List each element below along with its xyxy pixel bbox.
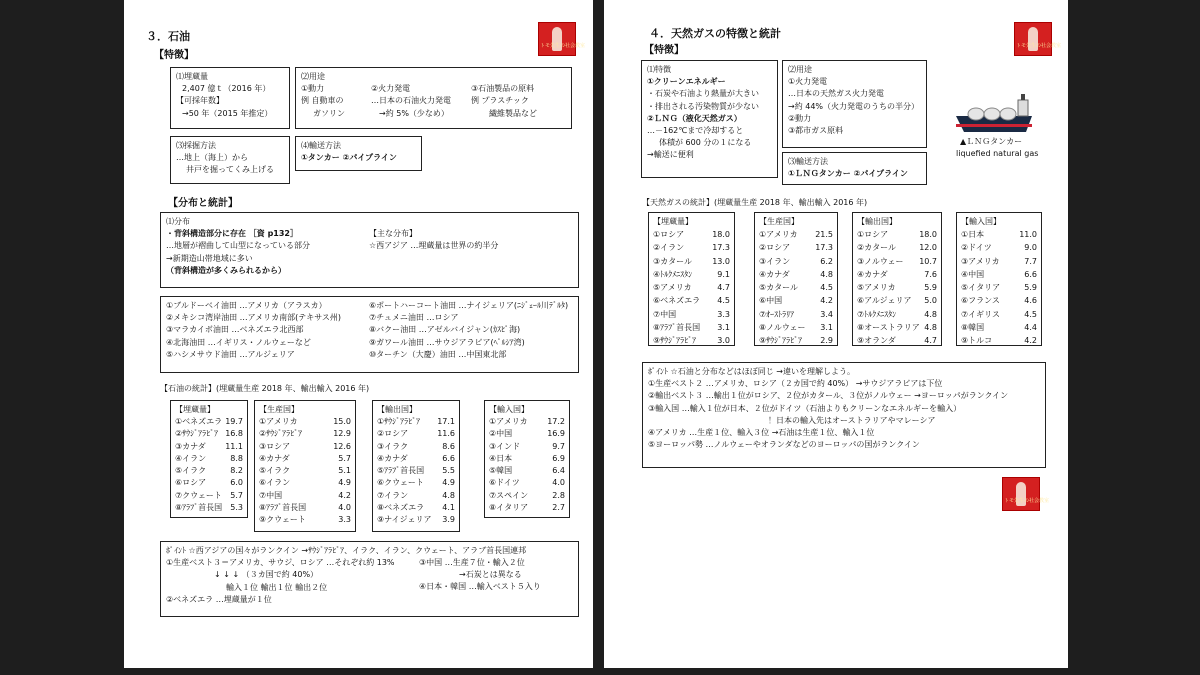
country-name: ⑧ｱﾗﾌﾞ首長国	[653, 323, 701, 333]
country-name: ⑦イラン	[377, 490, 409, 500]
share-value: 4.9	[442, 478, 455, 488]
share-value: 3.1	[820, 323, 833, 333]
table-row	[961, 241, 1037, 254]
table-row	[961, 281, 1037, 294]
table-row	[489, 502, 565, 514]
table-row	[857, 228, 937, 241]
country-name: ⑨オランダ	[857, 336, 896, 346]
share-value: 6.2	[820, 256, 833, 266]
table-row	[857, 241, 937, 254]
share-value: 8.6	[442, 441, 455, 451]
table-row	[175, 477, 243, 489]
country-name: ④カナダ	[759, 269, 790, 279]
table-row	[857, 334, 937, 347]
share-value: 2.7	[552, 503, 565, 513]
country-name: ⑥イラン	[259, 478, 291, 488]
uses-box: ⑵用途 ①動力 例 自動車の ガソリン ②火力発電 …日本の石油火力発電 →約 5%（少なめ） ③石油製品の原料 例 プラスチック 繊維製品など	[295, 67, 572, 129]
country-name: ⑦イギリス	[961, 309, 1001, 319]
transport-box: ⑷輸送方法 ①タンカー ②パイプライン	[295, 136, 422, 171]
country-name: ⑧オーストラリア	[857, 323, 920, 333]
share-value: 4.4	[1024, 323, 1037, 333]
country-name: ①アメリカ	[759, 230, 798, 239]
country-name: ④ﾄﾙｸﾒﾆｽﾀﾝ	[653, 269, 693, 279]
logo: トモ先生の社会教室	[538, 22, 576, 56]
country-name: ①ｻｳｼﾞｱﾗﾋﾞｱ	[377, 417, 421, 426]
table-title: 【生産国】	[759, 217, 799, 226]
table-row	[259, 514, 351, 526]
table-row	[961, 321, 1037, 334]
share-value: 6.6	[1024, 269, 1037, 279]
share-value: 3.0	[717, 336, 730, 346]
share-value: 3.9	[442, 515, 455, 525]
table-row	[961, 268, 1037, 281]
table-title: 【生産国】	[259, 405, 299, 414]
share-value: 4.8	[442, 490, 455, 500]
country-name: ②ロシア	[377, 429, 409, 439]
share-value: 7.6	[924, 269, 937, 279]
table-row	[259, 441, 351, 453]
share-value: 6.4	[552, 466, 565, 476]
table-row	[857, 281, 937, 294]
country-name: ⑥中国	[759, 296, 783, 306]
table-row	[961, 255, 1037, 268]
country-name: ⑦ｵｰｽﾄﾗﾘｱ	[759, 309, 795, 319]
country-name: ④中国	[961, 269, 985, 279]
extraction-box: ⑶採掘方法 …地上（海上）から 井戸を掘ってくみ上げる	[170, 136, 290, 184]
share-value: 6.0	[230, 478, 243, 488]
section-title: ３．石油	[146, 30, 190, 43]
table-row	[857, 308, 937, 321]
country-name: ①アメリカ	[259, 417, 298, 426]
country-name: ④カナダ	[377, 453, 408, 463]
table-row	[489, 490, 565, 502]
table-row	[489, 416, 565, 428]
share-value: 16.9	[547, 429, 565, 439]
dist-heading: 【分布と統計】	[168, 198, 238, 209]
country-name: ②中国	[489, 429, 513, 439]
country-name: ③カタール	[653, 256, 693, 266]
country-name: ②ｻｳｼﾞｱﾗﾋﾞｱ	[259, 429, 303, 439]
table-row	[857, 294, 937, 307]
share-value: 4.9	[338, 478, 351, 488]
country-name: ④日本	[489, 453, 513, 463]
table-row	[259, 465, 351, 477]
table-title: 【埋蔵量】	[175, 405, 215, 414]
country-name: ⑤イタリア	[961, 283, 1001, 293]
country-name: ⑨ｻｳｼﾞｱﾗﾋﾞｱ	[759, 336, 803, 346]
share-value: 5.5	[442, 466, 455, 476]
table-row	[759, 228, 833, 241]
table-row	[489, 465, 565, 477]
logo-bottom: トモ先生の社会教室	[1002, 477, 1040, 511]
country-name: ③インド	[489, 441, 521, 451]
country-name: ⑤アメリカ	[857, 283, 896, 293]
table-row	[377, 441, 455, 453]
gas-features-box: ⑴特徴 ①クリーンエネルギー ・石炭や石油より熱量が大きい ・排出される汚染物質が少ない ②ＬＮＧ（液化天然ガス） …－162℃まで冷却すると 体積が 600 分の１になる →輸送に便利	[641, 60, 778, 178]
share-value: 17.3	[712, 243, 730, 253]
table-row	[259, 502, 351, 514]
share-value: 4.7	[924, 336, 937, 346]
share-value: 12.6	[333, 441, 351, 451]
share-value: 3.3	[338, 515, 351, 525]
share-value: 21.5	[815, 230, 833, 239]
lng-tanker-illustration	[954, 90, 1038, 140]
reserves-box: ⑴埋蔵量 2,407 億ｔ（2016 年） 【可採年数】 →50 年（2015 年推定）	[170, 67, 290, 129]
share-value: 6.9	[552, 453, 565, 463]
country-name: ④カナダ	[857, 269, 888, 279]
table-row	[489, 428, 565, 440]
table-row	[759, 268, 833, 281]
share-value: 4.1	[442, 503, 455, 513]
table-row	[759, 308, 833, 321]
oil-import-table	[484, 400, 570, 518]
share-value: 4.6	[1024, 296, 1037, 306]
share-value: 3.1	[717, 323, 730, 333]
table-row	[653, 294, 730, 307]
country-name: ⑤ｱﾗﾌﾞ首長国	[377, 466, 425, 476]
share-value: 2.9	[820, 336, 833, 346]
country-name: ⑥ドイツ	[489, 478, 520, 488]
country-name: ⑥ロシア	[175, 478, 207, 488]
country-name: ②ドイツ	[961, 243, 992, 253]
share-value: 11.1	[225, 441, 243, 451]
country-name: ⑧韓国	[961, 323, 985, 333]
tanker-caption: ▲ＬＮＧタンカー	[960, 137, 1023, 146]
table-row	[489, 441, 565, 453]
table-row	[377, 428, 455, 440]
country-name: ⑧イタリア	[489, 503, 529, 513]
share-value: 10.7	[919, 256, 937, 266]
share-value: 5.9	[1024, 283, 1037, 293]
share-value: 17.1	[437, 417, 455, 426]
country-name: ①ロシア	[857, 230, 889, 239]
country-name: ⑥アルジェリア	[857, 296, 912, 306]
country-name: ⑦ﾄﾙｸﾒﾆｽﾀﾝ	[857, 309, 897, 319]
table-title: 【輸出国】	[857, 217, 897, 226]
table-row	[259, 490, 351, 502]
share-value: 12.0	[919, 243, 937, 253]
country-name: ②ロシア	[759, 243, 791, 253]
country-name: ⑤カタール	[759, 283, 799, 293]
table-row	[653, 321, 730, 334]
country-name: ⑤アメリカ	[653, 283, 692, 293]
table-row	[857, 321, 937, 334]
distribution-box: ⑴分布 ・背斜構造部分に存在 ［資 p132］ …地層が褶曲して山型になっている部分 →新期造山帯地域に多い （背斜構造が多くみられるから） 【主な分布】 ☆西アジア …埋蔵量は世界の約半分	[160, 212, 579, 288]
country-name: ②ｻｳｼﾞｱﾗﾋﾞｱ	[175, 429, 219, 439]
share-value: 5.0	[924, 296, 937, 306]
country-name: ⑧ノルウェー	[759, 323, 806, 333]
country-name: ①日本	[961, 230, 985, 239]
share-value: 4.2	[820, 296, 833, 306]
features-heading: 【特徴】	[154, 50, 194, 61]
table-row	[759, 241, 833, 254]
share-value: 15.0	[333, 417, 351, 426]
share-value: 11.6	[437, 429, 455, 439]
country-name: ⑦クウェート	[175, 490, 222, 500]
table-row	[489, 477, 565, 489]
share-value: 9.0	[1024, 243, 1037, 253]
logo: トモ先生の社会教室	[1014, 22, 1052, 56]
country-name: ⑨トルコ	[961, 336, 993, 346]
section-title-gas: ４．天然ガスの特徴と統計	[649, 27, 781, 40]
table-row	[653, 334, 730, 347]
share-value: 5.3	[230, 503, 243, 513]
table-row	[377, 502, 455, 514]
table-title: 【埋蔵量】	[653, 217, 693, 226]
table-row	[759, 294, 833, 307]
country-name: ⑥クウェート	[377, 478, 424, 488]
country-name: ④カナダ	[259, 453, 290, 463]
share-value: 13.0	[712, 256, 730, 266]
table-row	[175, 465, 243, 477]
table-title: 【輸入国】	[961, 217, 1001, 226]
table-row	[759, 281, 833, 294]
share-value: 4.5	[717, 296, 730, 306]
table-row	[175, 490, 243, 502]
table-row	[961, 334, 1037, 347]
country-name: ⑥フランス	[961, 296, 1000, 306]
table-row	[175, 453, 243, 465]
country-name: ⑨ナイジェリア	[377, 515, 432, 525]
gas-export-table	[852, 212, 942, 346]
table-row	[653, 281, 730, 294]
table-row	[259, 428, 351, 440]
share-value: 6.6	[442, 453, 455, 463]
country-name: ⑧ｱﾗﾌﾞ首長国	[175, 503, 223, 513]
share-value: 18.0	[919, 230, 937, 239]
page-left	[124, 0, 593, 668]
share-value: 3.3	[717, 309, 730, 319]
table-row	[653, 228, 730, 241]
share-value: 16.8	[225, 429, 243, 439]
table-row	[961, 228, 1037, 241]
country-name: ⑥ベネズエラ	[653, 296, 701, 306]
country-name: ⑦中国	[259, 490, 283, 500]
share-value: 2.8	[552, 490, 565, 500]
table-row	[653, 255, 730, 268]
share-value: 8.8	[230, 453, 243, 463]
table-row	[653, 308, 730, 321]
share-value: 17.3	[815, 243, 833, 253]
share-value: 5.9	[924, 283, 937, 293]
point-box: ﾎﾟｲﾝﾄ ☆西アジアの国々がランクイン →ｻｳｼﾞｱﾗﾋﾞｱ、イラク、イラン、クウェート、アラブ首長国連邦 ①生産ベスト３＝アメリカ、サウジ、ロシア …それぞれ約 13% ↓ ↓ ↓ （３カ国で約 40%） 輸入１位 輸出１位 輸出２位 ②ベネズエラ …埋蔵量が１位 ③中国 …生産７位・輸入２位 →石炭とは異なる ④日本・韓国 …輸入ベスト５入り	[160, 541, 579, 617]
share-value: 4.7	[717, 283, 730, 293]
table-row	[259, 477, 351, 489]
country-name: ⑤イラク	[259, 466, 291, 476]
gas-reserves-table	[648, 212, 735, 346]
share-value: 4.2	[338, 490, 351, 500]
country-name: ⑨クウェート	[259, 515, 306, 525]
share-value: 8.2	[230, 466, 243, 476]
table-row	[259, 416, 351, 428]
share-value: 7.7	[1024, 256, 1037, 266]
stats-heading: 【石油の統計】(埋蔵量生産 2018 年、輸出輸入 2016 年)	[160, 384, 370, 393]
share-value: 4.8	[924, 309, 937, 319]
page-right	[604, 0, 1068, 668]
share-value: 17.2	[547, 417, 565, 426]
table-row	[377, 514, 455, 526]
country-name: ③ロシア	[259, 441, 291, 451]
share-value: 4.0	[552, 478, 565, 488]
country-name: ③イラク	[377, 441, 409, 451]
table-row	[857, 268, 937, 281]
country-name: ③カナダ	[175, 441, 206, 451]
country-name: ②カタール	[857, 243, 897, 253]
table-row	[489, 453, 565, 465]
country-name: ⑨ｻｳｼﾞｱﾗﾋﾞｱ	[653, 336, 697, 346]
country-name: ⑤韓国	[489, 466, 513, 476]
country-name: ③イラン	[759, 256, 791, 266]
table-row	[759, 321, 833, 334]
table-title: 【輸出国】	[377, 405, 417, 414]
table-row	[259, 453, 351, 465]
oil-export-table	[372, 400, 460, 532]
table-row	[857, 255, 937, 268]
oil-reserves-table	[170, 400, 248, 518]
share-value: 9.1	[717, 269, 730, 279]
gas-transport-box: ⑶輸送方法 ①ＬＮＧタンカー ②パイプライン	[782, 152, 927, 185]
country-name: ③アメリカ	[961, 256, 1000, 266]
gas-point-box: ﾎﾟｲﾝﾄ ☆石油と分布などはほぼ同じ →違いを理解しよう。 ①生産ベスト２ …アメリカ、ロシア（２カ国で約 40%） →サウジアラビアは下位 ②輸出ベスト３ …輸出１位がロシア、２位がカタール、３位がノルウェー →ヨーロッパがランクイン ③輸入国 …輸入１位が日本、２位がドイツ（石油よりもクリーンなエネルギーを輸入） ！日本の輸入先はオーストラリアやマレーシア ④アメリカ …生産１位、輸入３位 →石油は生産１位、輸入１位 ⑤ヨーロッパ勢 …ノルウェーやオランダなどのヨーロッパの国がランクイン	[642, 362, 1046, 468]
gas-import-table	[956, 212, 1042, 346]
table-row	[175, 428, 243, 440]
share-value: 5.7	[230, 490, 243, 500]
table-row	[961, 294, 1037, 307]
share-value: 18.0	[712, 230, 730, 239]
share-value: 9.7	[552, 441, 565, 451]
country-name: ⑦中国	[653, 309, 677, 319]
oilfields-box: ①ブルドーベイ油田 …アメリカ（アラスカ） ②メキシコ湾岸油田 …アメリカ南部(テキサス州) ③マラカイボ油田 …ベネズエラ北西部 ④北海油田 …イギリス・ノルウェーなど ⑤ハシメサウド油田 …アルジェリア ⑥ポートハーコート油田 …ナイジェリア(ﾆｼﾞｪｰﾙ川ﾃﾞﾙﾀ) ⑦チュメニ油田 …ロシア ⑧バクー油田 …アゼルバイジャン(ｶｽﾋﾟ海) ⑨ガワール油田 …サウジアラビア(ﾍﾟﾙｼｱ湾) ⑩ターチン（大慶）油田 …中国東北部	[160, 296, 579, 373]
share-value: 11.0	[1019, 230, 1037, 239]
share-value: 4.0	[338, 503, 351, 513]
country-name: ⑦スペイン	[489, 490, 529, 500]
table-row	[377, 477, 455, 489]
country-name: ②イラン	[653, 243, 685, 253]
table-title: 【輸入国】	[489, 405, 529, 414]
share-value: 5.7	[338, 453, 351, 463]
table-row	[653, 241, 730, 254]
share-value: 3.4	[820, 309, 833, 319]
table-row	[175, 441, 243, 453]
country-name: ⑧ベネズエラ	[377, 503, 425, 513]
share-value: 4.2	[1024, 336, 1037, 346]
table-row	[175, 416, 243, 428]
table-row	[653, 268, 730, 281]
table-row	[759, 255, 833, 268]
country-name: ①ベネズエラ	[175, 417, 223, 426]
share-value: 4.5	[1024, 309, 1037, 319]
table-row	[377, 416, 455, 428]
share-value: 19.7	[225, 417, 243, 426]
tanker-caption-en: liquefied natural gas	[956, 149, 1039, 158]
share-value: 4.5	[820, 283, 833, 293]
table-row	[961, 308, 1037, 321]
table-row	[759, 334, 833, 347]
country-name: ③ノルウェー	[857, 256, 904, 266]
gas-uses-box: ⑵用途 ①火力発電 …日本の天然ガス火力発電 →約 44%（火力発電のうちの半分） ②動力 ③都市ガス原料	[782, 60, 927, 148]
table-row	[377, 465, 455, 477]
share-value: 5.1	[338, 466, 351, 476]
share-value: 12.9	[333, 429, 351, 439]
share-value: 4.8	[820, 269, 833, 279]
country-name: ⑧ｱﾗﾌﾞ首長国	[259, 503, 307, 513]
gas-features-heading: 【特徴】	[644, 45, 684, 56]
country-name: ⑤イラク	[175, 466, 207, 476]
oil-production-table	[254, 400, 356, 532]
table-row	[175, 502, 243, 514]
country-name: ①ロシア	[653, 230, 685, 239]
gas-production-table	[754, 212, 838, 346]
country-name: ①アメリカ	[489, 417, 528, 426]
gas-stats-heading: 【天然ガスの統計】(埋蔵量生産 2018 年、輸出輸入 2016 年)	[642, 198, 868, 207]
share-value: 4.8	[924, 323, 937, 333]
country-name: ④イラン	[175, 453, 207, 463]
table-row	[377, 490, 455, 502]
table-row	[377, 453, 455, 465]
